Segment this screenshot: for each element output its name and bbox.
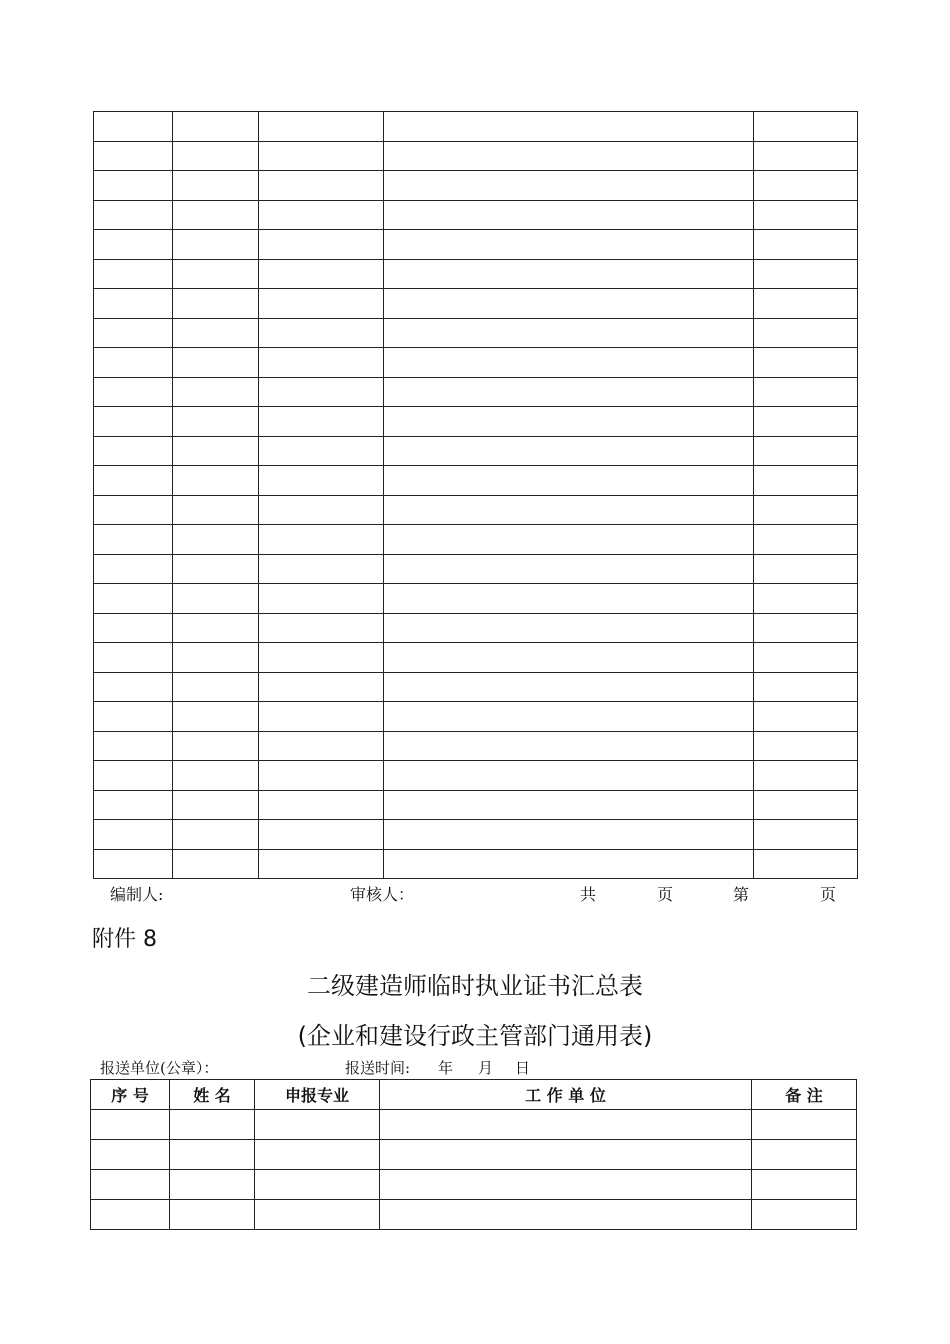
top-table-row <box>94 141 858 171</box>
top-table-cell <box>173 171 259 201</box>
top-table-cell <box>259 289 384 319</box>
top-table-cell <box>259 318 384 348</box>
top-table-cell <box>754 820 858 850</box>
top-table-row <box>94 525 858 555</box>
report-time-label: 报送时间: <box>345 1059 411 1077</box>
top-table-cell <box>384 230 754 260</box>
top-table-cell <box>259 790 384 820</box>
top-table-cell <box>384 790 754 820</box>
top-table-cell <box>384 613 754 643</box>
header-name: 姓 名 <box>170 1080 255 1110</box>
top-table-cell <box>754 171 858 201</box>
top-table-row <box>94 554 858 584</box>
top-table-cell <box>94 259 173 289</box>
top-table-cell <box>259 554 384 584</box>
top-table-row <box>94 200 858 230</box>
top-table-cell <box>94 820 173 850</box>
top-table-row <box>94 348 858 378</box>
top-table-cell <box>94 643 173 673</box>
top-table-cell <box>173 761 259 791</box>
summary-table-cell <box>255 1140 380 1170</box>
top-table-cell <box>259 348 384 378</box>
top-table-cell <box>384 554 754 584</box>
top-table-row <box>94 849 858 879</box>
top-table-cell <box>173 702 259 732</box>
top-table-cell <box>173 584 259 614</box>
top-table-row <box>94 613 858 643</box>
top-table-cell <box>259 407 384 437</box>
top-table-cell <box>384 495 754 525</box>
top-table-cell <box>754 790 858 820</box>
top-table-cell <box>754 289 858 319</box>
top-table-cell <box>384 820 754 850</box>
top-table-cell <box>94 141 173 171</box>
top-table-cell <box>384 643 754 673</box>
top-table-cell <box>173 495 259 525</box>
top-table-cell <box>259 200 384 230</box>
top-table-cell <box>754 436 858 466</box>
top-table-cell <box>173 643 259 673</box>
compiler-label: 编制人: <box>110 885 164 904</box>
summary-table-cell <box>255 1110 380 1140</box>
top-table-cell <box>94 348 173 378</box>
top-table-cell <box>94 672 173 702</box>
top-table-cell <box>259 761 384 791</box>
summary-table-cell <box>752 1170 857 1200</box>
top-table-row <box>94 112 858 142</box>
top-table-cell <box>384 377 754 407</box>
top-table-cell <box>173 672 259 702</box>
header-specialty: 申报专业 <box>255 1080 380 1110</box>
top-table-cell <box>754 318 858 348</box>
top-table-row <box>94 702 858 732</box>
top-table-cell <box>384 289 754 319</box>
top-table-cell <box>384 318 754 348</box>
top-table-row <box>94 643 858 673</box>
summary-table-cell <box>91 1170 170 1200</box>
top-table-cell <box>259 259 384 289</box>
top-table-cell <box>754 141 858 171</box>
top-table-cell <box>94 790 173 820</box>
summary-table <box>90 1079 857 1230</box>
top-table-cell <box>384 407 754 437</box>
reviewer-label: 审核人： <box>350 885 415 904</box>
top-table-cell <box>384 466 754 496</box>
top-table-cell <box>754 466 858 496</box>
summary-table-cell <box>91 1110 170 1140</box>
top-table-cell <box>384 259 754 289</box>
top-table-cell <box>384 525 754 555</box>
summary-table-cell <box>170 1140 255 1170</box>
summary-table-cell <box>752 1140 857 1170</box>
top-table-cell <box>259 466 384 496</box>
top-table-cell <box>754 525 858 555</box>
summary-table-cell <box>255 1200 380 1230</box>
top-table-cell <box>384 141 754 171</box>
top-table-cell <box>754 200 858 230</box>
top-table-cell <box>384 436 754 466</box>
top-table-cell <box>94 407 173 437</box>
top-table-cell <box>754 761 858 791</box>
top-table-cell <box>173 407 259 437</box>
top-table-cell <box>384 584 754 614</box>
top-table-cell <box>384 731 754 761</box>
summary-table-cell <box>170 1110 255 1140</box>
top-table-cell <box>94 584 173 614</box>
top-table-cell <box>754 672 858 702</box>
summary-table-cell <box>255 1170 380 1200</box>
top-table-cell <box>384 200 754 230</box>
top-table-cell <box>94 761 173 791</box>
top-table-cell <box>754 554 858 584</box>
top-table-cell <box>259 525 384 555</box>
summary-table-cell <box>380 1170 752 1200</box>
top-table-cell <box>754 731 858 761</box>
top-table-cell <box>754 613 858 643</box>
top-table-cell <box>94 289 173 319</box>
top-table-cell <box>259 230 384 260</box>
top-table-row <box>94 466 858 496</box>
total-pages-label: 共 <box>580 885 597 904</box>
top-table-cell <box>259 584 384 614</box>
summary-table-row <box>91 1170 857 1200</box>
blank-table-top <box>93 111 858 879</box>
top-table-row <box>94 584 858 614</box>
top-table-cell <box>259 613 384 643</box>
top-table-cell <box>754 377 858 407</box>
top-table-cell <box>173 200 259 230</box>
top-table-cell <box>754 849 858 879</box>
top-table-cell <box>754 112 858 142</box>
top-table-cell <box>754 407 858 437</box>
header-work-unit: 工 作 单 位 <box>380 1080 752 1110</box>
top-table-row <box>94 761 858 791</box>
summary-table-cell <box>752 1200 857 1230</box>
top-table-cell <box>94 554 173 584</box>
page-label-1: 页 <box>657 885 674 904</box>
summary-table-cell <box>752 1110 857 1140</box>
top-table-cell <box>94 495 173 525</box>
top-table-row <box>94 495 858 525</box>
top-table-row <box>94 407 858 437</box>
top-table-cell <box>384 348 754 378</box>
top-table-cell <box>384 112 754 142</box>
day-label: 日 <box>515 1059 531 1077</box>
top-table-row <box>94 171 858 201</box>
top-table-cell <box>259 141 384 171</box>
form-subtitle: (企业和建设行政主管部门通用表) <box>297 1022 653 1050</box>
summary-table-cell <box>380 1110 752 1140</box>
attachment-label: 附件 8 <box>92 927 157 952</box>
top-table-cell <box>259 171 384 201</box>
table-header-row <box>91 1080 857 1110</box>
top-table-cell <box>173 318 259 348</box>
top-table-cell <box>173 790 259 820</box>
top-table-cell <box>173 731 259 761</box>
top-table-cell <box>259 702 384 732</box>
top-table-cell <box>94 731 173 761</box>
top-table-cell <box>259 377 384 407</box>
top-table-cell <box>94 230 173 260</box>
top-table-cell <box>384 171 754 201</box>
top-table-cell <box>173 613 259 643</box>
top-table-cell <box>384 849 754 879</box>
nth-page-label: 第 <box>733 885 750 904</box>
top-table-cell <box>173 377 259 407</box>
top-table-cell <box>384 702 754 732</box>
top-table-row <box>94 318 858 348</box>
page-label-2: 页 <box>820 885 837 904</box>
top-table-cell <box>94 525 173 555</box>
top-table-cell <box>94 436 173 466</box>
top-table-cell <box>754 348 858 378</box>
top-table-cell <box>94 613 173 643</box>
top-table-cell <box>173 112 259 142</box>
top-table-row <box>94 436 858 466</box>
top-table-cell <box>173 849 259 879</box>
top-table-cell <box>94 466 173 496</box>
top-table-cell <box>94 200 173 230</box>
top-table-cell <box>754 230 858 260</box>
top-table-cell <box>173 820 259 850</box>
top-table-cell <box>259 849 384 879</box>
top-table-row <box>94 790 858 820</box>
summary-table-cell <box>91 1200 170 1230</box>
top-table-row <box>94 289 858 319</box>
top-table-cell <box>94 849 173 879</box>
summary-table-cell <box>91 1140 170 1170</box>
top-table-cell <box>754 495 858 525</box>
top-table-cell <box>173 348 259 378</box>
top-table-cell <box>754 259 858 289</box>
year-label: 年 <box>438 1059 454 1077</box>
summary-table-row <box>91 1200 857 1230</box>
top-table-cell <box>259 112 384 142</box>
top-table-cell <box>94 318 173 348</box>
header-serial-number: 序 号 <box>91 1080 170 1110</box>
top-table-row <box>94 820 858 850</box>
top-table-cell <box>173 436 259 466</box>
summary-table-cell <box>380 1200 752 1230</box>
top-table-cell <box>173 141 259 171</box>
form-title: 二级建造师临时执业证书汇总表 <box>307 972 643 1000</box>
top-table-cell <box>173 466 259 496</box>
month-label: 月 <box>478 1059 494 1077</box>
top-table-cell <box>94 112 173 142</box>
top-table-cell <box>259 436 384 466</box>
summary-table-cell <box>170 1200 255 1230</box>
top-table-cell <box>384 761 754 791</box>
top-table-cell <box>173 259 259 289</box>
summary-table-row <box>91 1110 857 1140</box>
top-table-cell <box>259 731 384 761</box>
top-table-row <box>94 230 858 260</box>
summary-table-cell <box>380 1140 752 1170</box>
summary-table-row <box>91 1140 857 1170</box>
top-table-row <box>94 259 858 289</box>
top-table-cell <box>173 554 259 584</box>
top-table-cell <box>173 230 259 260</box>
top-table-row <box>94 731 858 761</box>
top-table-row <box>94 377 858 407</box>
top-table-cell <box>259 820 384 850</box>
top-table-cell <box>754 584 858 614</box>
top-table-cell <box>173 525 259 555</box>
top-table-cell <box>94 702 173 732</box>
summary-table-cell <box>170 1170 255 1200</box>
report-unit-label: 报送单位(公章）： <box>100 1059 219 1077</box>
top-table-cell <box>259 672 384 702</box>
top-table-cell <box>259 495 384 525</box>
top-table-cell <box>94 171 173 201</box>
top-table-row <box>94 672 858 702</box>
top-table-cell <box>754 643 858 673</box>
top-table-cell <box>384 672 754 702</box>
header-remarks: 备 注 <box>752 1080 857 1110</box>
top-table-cell <box>94 377 173 407</box>
top-table-cell <box>754 702 858 732</box>
top-table-cell <box>173 289 259 319</box>
top-table-cell <box>259 643 384 673</box>
